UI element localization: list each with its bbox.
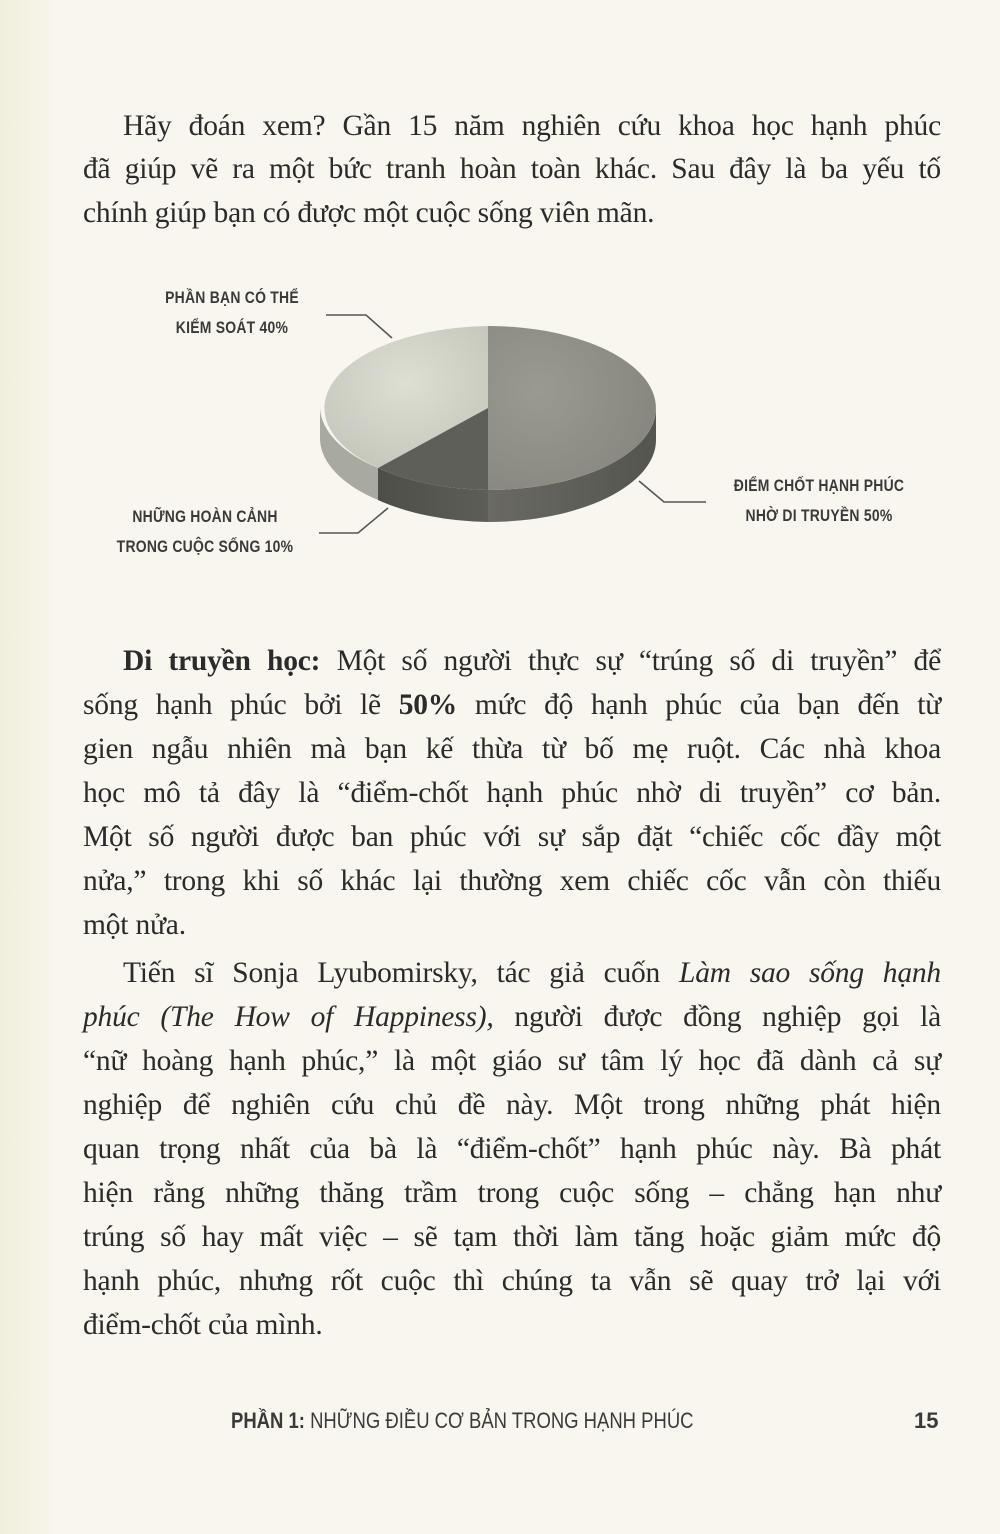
- emphasis-percent: 50%: [398, 689, 458, 721]
- text-line: gien ngẫu nhiên mà bạn kế thừa từ bố mẹ ruột. Các nhà khoa: [83, 733, 941, 765]
- text-line: [123, 639, 941, 683]
- label-genetic: [729, 471, 909, 531]
- leader-line-controllable: [326, 315, 392, 338]
- text-span: người được đồng nghiệp gọi là: [493, 1001, 941, 1033]
- label-line: NHỮNG HOÀN CẢNH: [132, 507, 278, 526]
- text-line: chính giúp bạn có được một cuộc sống viên mãn.: [83, 197, 655, 229]
- text-line: đã giúp vẽ ra một bức tranh hoàn toàn khác. Sau đây là ba yếu tố: [83, 153, 941, 185]
- text-line: nghiệp để nghiên cứu chủ đề này. Một trong những phát hiện: [83, 1089, 941, 1121]
- section-heading-genetics: Di truyền học:: [123, 645, 321, 677]
- label-line: ĐIỂM CHỐT HẠNH PHÚC: [733, 476, 905, 495]
- text-span: Tiến sĩ Sonja Lyubomirsky, tác giả cuốn: [123, 957, 679, 989]
- text-line: [83, 995, 941, 1039]
- book-title: Làm sao sống hạnh: [678, 957, 941, 989]
- text-line: “nữ hoàng hạnh phúc,” là một giáo sư tâm lý học đã dành cả sự: [83, 1045, 941, 1077]
- text-line: Hãy đoán xem? Gần 15 năm nghiên cứu khoa học hạnh phúc: [123, 110, 941, 142]
- label-line: NHỜ DI TRUYỀN 50%: [745, 506, 893, 525]
- text-span: mức độ hạnh phúc của bạn đến từ: [457, 689, 941, 721]
- pie-chart: [0, 0, 1000, 600]
- running-footer: [231, 1404, 694, 1438]
- label-line: KIỂM SOÁT 40%: [175, 318, 289, 337]
- page-number: 15: [914, 1408, 939, 1433]
- text-line: hạnh phúc, nhưng rốt cuộc thì chúng ta vẫn sẽ quay trở lại với: [83, 1265, 941, 1297]
- text-line: Một số người được ban phúc với sự sắp đặt “chiếc cốc đầy một: [83, 821, 941, 853]
- text-line: hiện rằng những thăng trầm trong cuộc sống – chẳng hạn như: [83, 1177, 941, 1209]
- text-span: Một số người thực sự “trúng số di truyền” để: [320, 645, 941, 677]
- label-line: TRONG CUỘC SỐNG 10%: [116, 537, 294, 556]
- part-label: PHẦN 1:: [231, 1408, 305, 1433]
- text-line: một nửa.: [83, 909, 186, 941]
- text-line: điểm-chốt của mình.: [83, 1309, 323, 1341]
- leader-line-genetic: [639, 481, 706, 502]
- text-line: [123, 951, 941, 995]
- text-line: học mô tả đây là “điểm-chốt hạnh phúc nhờ di truyền” cơ bản.: [83, 777, 941, 809]
- text-line: quan trọng nhất của bà là “điểm-chốt” hạnh phúc này. Bà phát: [83, 1133, 941, 1165]
- text-line: [83, 683, 941, 727]
- leader-line-circumstances: [319, 508, 388, 533]
- part-title: NHỮNG ĐIỀU CƠ BẢN TRONG HẠNH PHÚC: [304, 1408, 694, 1433]
- label-line: PHẦN BẠN CÓ THỂ: [165, 288, 299, 307]
- label-controllable: [150, 283, 314, 343]
- text-span: sống hạnh phúc bởi lẽ: [83, 689, 399, 721]
- text-line: nửa,” trong khi số khác lại thường xem chiếc cốc vẫn còn thiếu: [83, 865, 941, 897]
- label-circumstances: [115, 502, 295, 562]
- text-line: trúng số hay mất việc – sẽ tạm thời làm tăng hoặc giảm mức độ: [83, 1221, 941, 1253]
- book-title: phúc (The How of Happiness),: [83, 1001, 494, 1033]
